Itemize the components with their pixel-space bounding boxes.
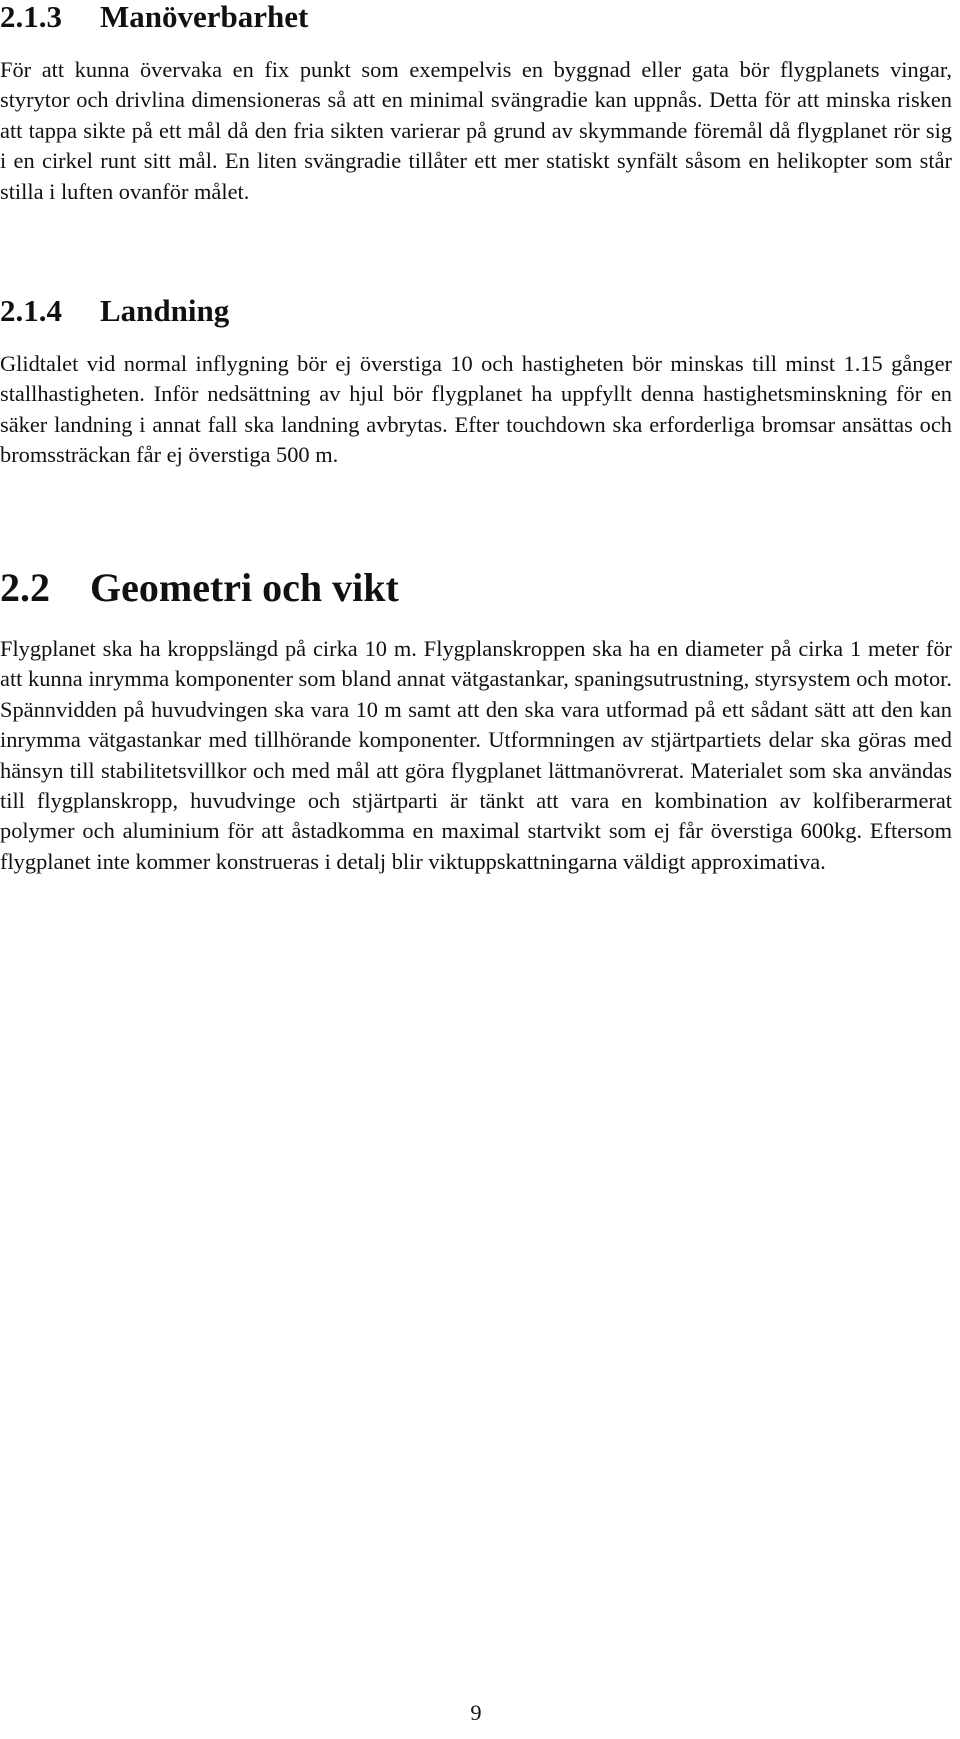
section-title: Landning <box>100 293 230 328</box>
section-title: Geometri och vikt <box>90 565 399 610</box>
body-paragraph-manoverbarhet: För att kunna övervaka en fix punkt som exempelvis en byggnad eller gata bör flygplanets vingar, styrytor och drivlina dimensioneras så att en minimal svängradie kan uppnås. Detta för att minska risken att tappa sikte på ett mål då den fria sikten varierar på grund av skymmande föremål då flygplanet rör sig i en cirkel runt sitt mål. En liten svängradie tillåter ett mer statiskt synfält såsom en helikopter som står stilla i luften ovanför målet. <box>0 57 952 204</box>
section-number: 2.2 <box>0 565 50 610</box>
section-title: Manöverbarhet <box>100 0 309 34</box>
page-number: 9 <box>470 1700 482 1725</box>
section-number: 2.1.4 <box>0 293 62 328</box>
section-heading-geometri-och-vikt <box>0 566 399 610</box>
section-heading-landning <box>0 294 229 328</box>
body-paragraph-landning: Glidtalet vid normal inflygning bör ej överstiga 10 och hastigheten bör minskas till minst 1.15 gånger stallhastigheten. Inför nedsättning av hjul bör flygplanet ha uppfyllt denna hastighetsminskning för en säker landning i annat fall ska landning avbrytas. Efter touchdown ska erforderliga bromsar ansättas och bromssträckan får ej överstiga 500 m. <box>0 351 952 468</box>
section-number: 2.1.3 <box>0 0 62 34</box>
section-heading-manoverbarhet <box>0 0 308 34</box>
body-paragraph-geometri-och-vikt: Flygplanet ska ha kroppslängd på cirka 10 m. Flygplanskroppen ska ha en diameter på cirka 1 meter för att kunna inrymma komponenter som bland annat vätgastankar, spaningsutrustning, styrsystem och motor. Spännvidden på huvudvingen ska vara 10 m samt att den ska vara utformad på ett sådant sätt att den kan inrymma vätgastankar med tillhörande komponenter. Utformningen av stjärtpartiets delar ska göras med hänsyn till stabilitetsvillkor och med mål att göra flygplanet lättmanövrerat. Materialet som ska användas till flygplanskropp, huvudvinge och stjärtparti är tänkt att vara en kombination av kolfiberarmerat polymer och aluminium för att åstadkomma en maximal startvikt som ej får överstiga 600kg. Eftersom flygplanet inte kommer konstrueras i detalj blir viktuppskattningarna väldigt approximativa. <box>0 636 952 874</box>
